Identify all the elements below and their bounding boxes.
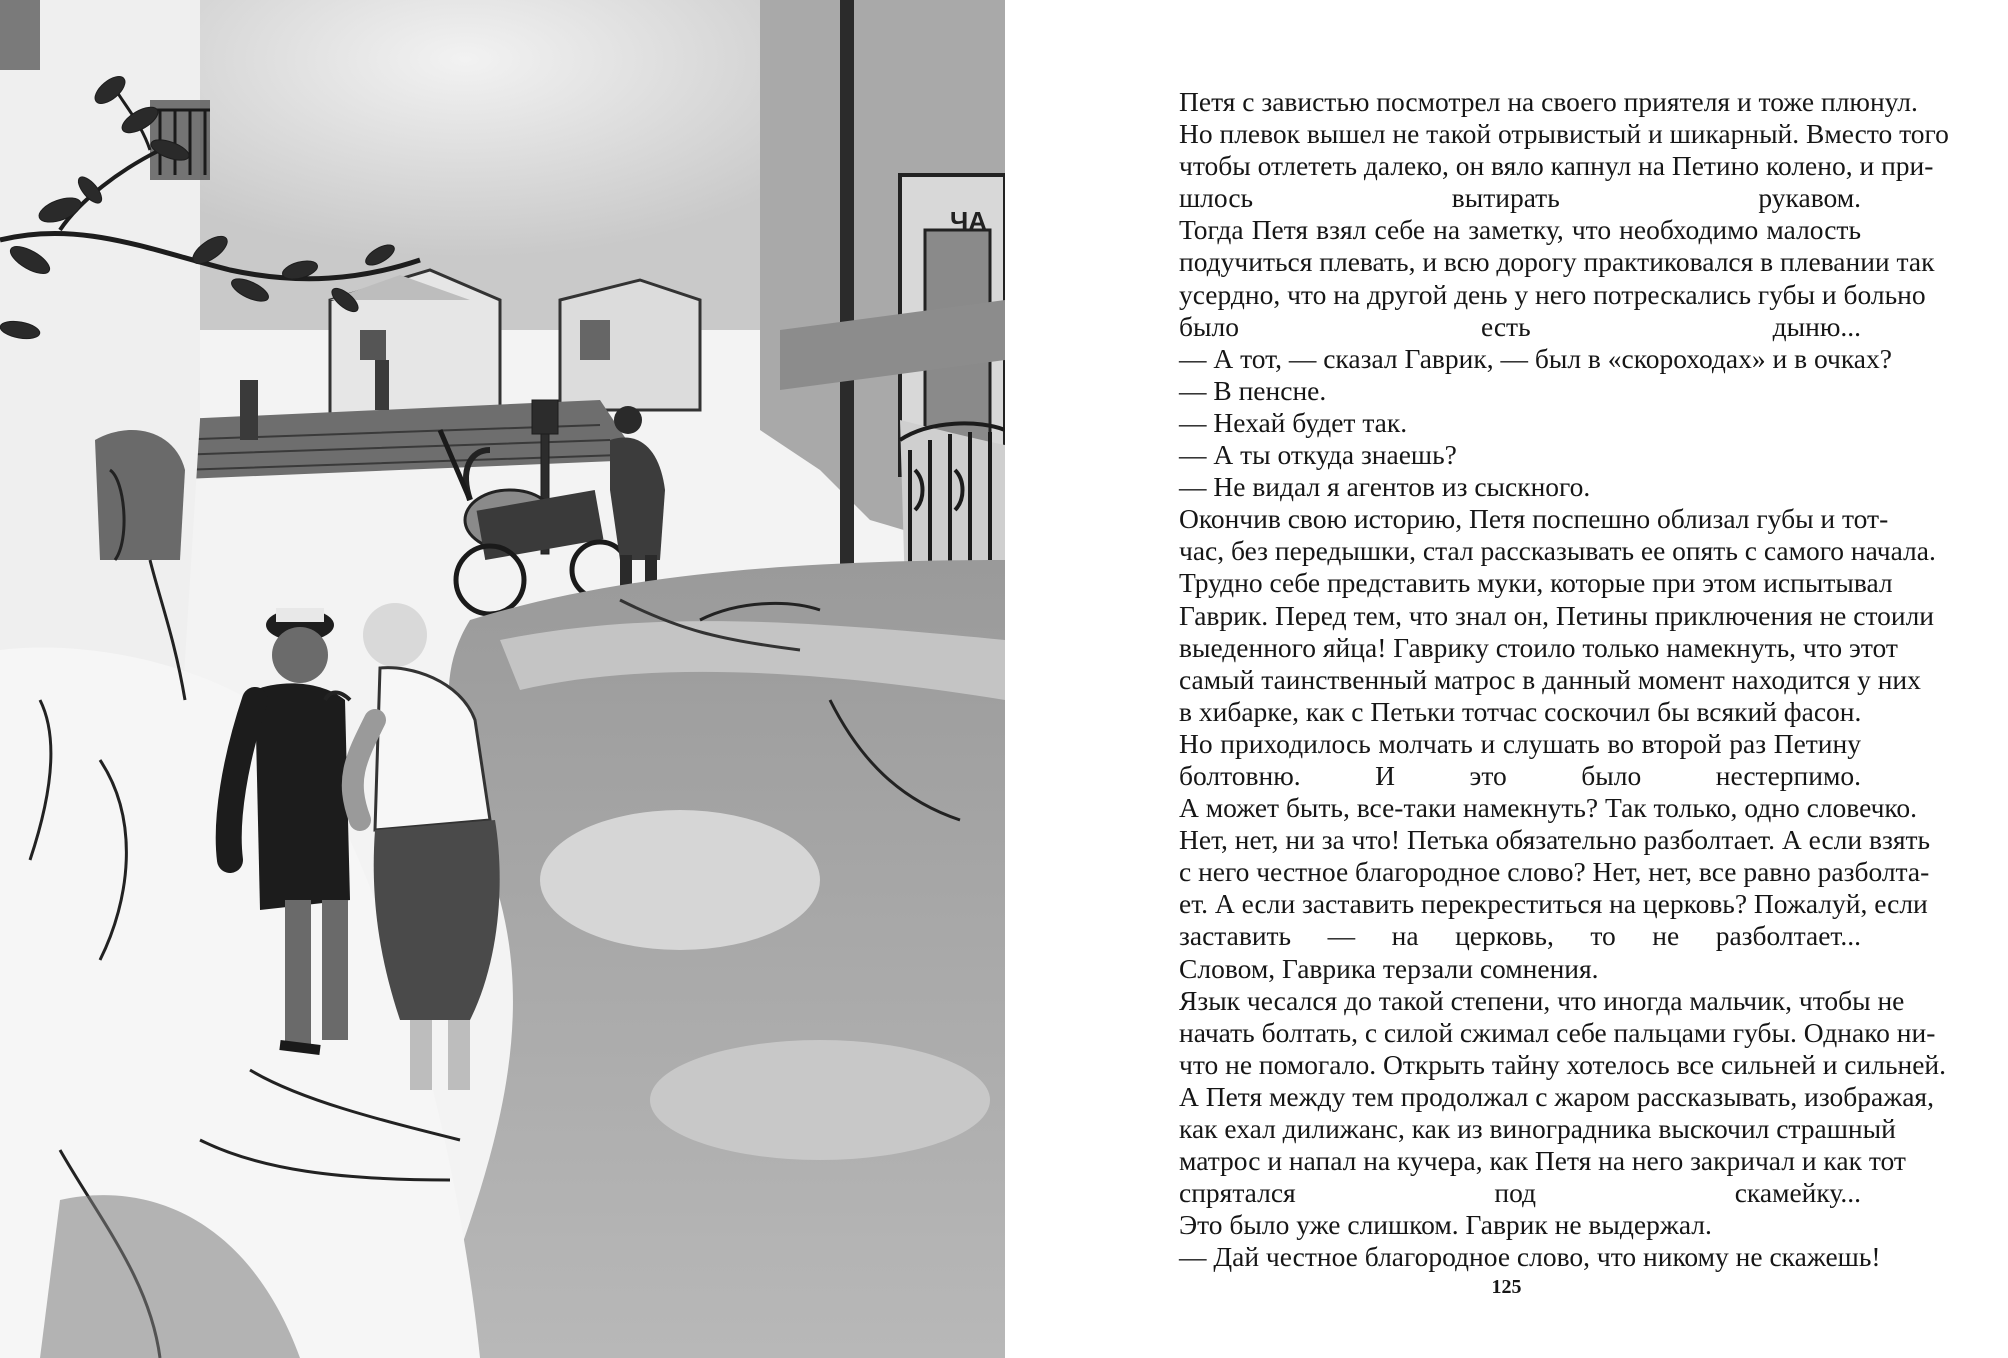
text-line: Окончив свою историю, Петя поспешно облизал губы и тот- — [1179, 503, 1889, 535]
dialogue-line — [1143, 407, 1861, 439]
paragraph — [1143, 86, 1949, 214]
dialogue-line — [1143, 439, 1861, 471]
text-line: А может быть, все-таки намекнуть? Так только, одно словечко. — [1179, 792, 1918, 824]
text-line: Трудно себе представить муки, которые при этом испытывал — [1179, 567, 1893, 599]
paragraph — [1143, 728, 1861, 792]
text-line: Петя с завистью посмотрел на своего приятеля и тоже плюнул. — [1179, 86, 1918, 117]
text-line: — А ты откуда знаешь? — [1179, 439, 1457, 471]
text-line: Гаврик. Перед тем, что знал он, Петины приключения не стоили — [1179, 599, 1935, 631]
text-line: в хибарке, как с Петьки тотчас соскочил бы всякий фасон. — [1179, 695, 1862, 727]
text-line: как ехал дилижанс, как из виноградника выскочил страшный — [1179, 1113, 1896, 1144]
text-line: Нет, нет, ни за что! Петька обязательно разболтает. А если взять — [1179, 824, 1931, 856]
dialogue-line — [1143, 1241, 1881, 1273]
text-line: Но приходилось молчать и слушать во второй раз Петину — [1179, 727, 1861, 759]
text-line: Тогда Петя взял себе на заметку, что необходимо малость — [1179, 214, 1861, 246]
page-number: 125 — [1491, 1276, 1522, 1298]
shop-sign: ЧА — [950, 206, 988, 236]
paragraph — [1143, 214, 1935, 342]
paragraph — [1143, 567, 1935, 727]
text-line: с него честное благородное слово? Нет, нет, все равно разболта- — [1179, 856, 1930, 888]
text-line: — Нехай будет так. — [1179, 406, 1408, 438]
paragraph — [1143, 792, 1931, 952]
text-line: — Дай честное благородное слово, что никому не скажешь! — [1179, 1241, 1881, 1273]
text-line: спрятался под скамейку... — [1179, 1177, 1861, 1209]
text-line: начать болтать, с силой сжимал себе пальцами губы. Однако ни- — [1179, 1016, 1936, 1048]
text-line: болтовню. И это было нестерпимо. — [1179, 759, 1861, 791]
text-line: шлось вытирать рукавом. — [1179, 182, 1861, 214]
dialogue-line — [1143, 342, 1892, 375]
paragraph — [1143, 984, 1947, 1210]
body-text — [1143, 86, 1949, 1273]
text-line: подучиться плевать, и всю дорогу практиковался в плевании так — [1179, 246, 1935, 278]
text-line: Словом, Гаврика терзали сомнения. — [1179, 952, 1599, 984]
paragraph — [1143, 1209, 1861, 1241]
text-line: Язык чесался до такой степени, что иногда мальчик, чтобы не — [1179, 984, 1905, 1016]
dialogue-line — [1143, 375, 1861, 407]
text-line: что не помогало. Открыть тайну хотелось все сильней и сильней. — [1179, 1048, 1947, 1080]
paragraph — [1143, 953, 1861, 985]
text-line: час, без передышки, стал рассказывать ее опять с самого начала. — [1179, 535, 1936, 567]
text-line: матрос и напал на кучера, как Петя на него закричал и как тот — [1179, 1145, 1906, 1177]
text-line: — В пенсне. — [1179, 374, 1327, 406]
text-line: чтобы отлететь далеко, он вяло капнул на Петино колено, и при- — [1179, 150, 1934, 182]
text-line: самый таинственный матрос в данный момент находится у них — [1179, 663, 1921, 695]
text-line: выеденного яйца! Гаврику стоило только намекнуть, что этот — [1179, 631, 1898, 663]
text-line: было есть дыню... — [1179, 310, 1861, 342]
text-line: заставить — на церковь, то не разболтает... — [1179, 920, 1861, 952]
text-line: Это было уже слишком. Гаврик не выдержал. — [1179, 1209, 1712, 1241]
text-line: усердно, что на другой день у него потрескались губы и больно — [1179, 278, 1926, 310]
text-line: — А тот, — сказал Гаврик, — был в «скороходах» и в очках? — [1179, 342, 1892, 374]
paragraph — [1143, 503, 1936, 567]
text-line: — Не видал я агентов из сыскного. — [1179, 471, 1591, 503]
text-line: ет. А если заставить перекреститься на церковь? Пожалуй, если — [1179, 888, 1928, 920]
sky — [150, 0, 850, 330]
dialogue-line — [1143, 471, 1861, 503]
text-line: А Петя между тем продолжал с жаром рассказывать, изображая, — [1179, 1080, 1934, 1112]
text-page — [1005, 0, 2008, 1358]
text-line: Но плевок вышел не такой отрывистый и шикарный. Вместо того — [1179, 118, 1949, 150]
